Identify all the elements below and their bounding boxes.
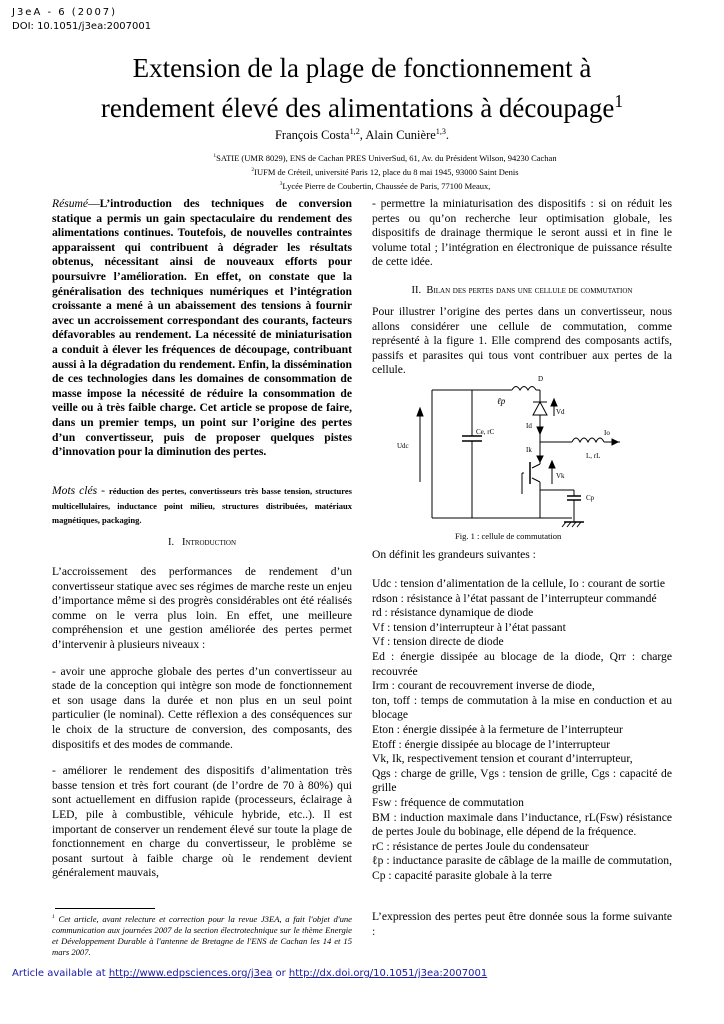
journal-reference: J3eA - 6 (2007) [12, 7, 118, 18]
definition-item: Vk, Ik, respectivement tension et courant d’interrupteur, [372, 752, 633, 766]
label-Ce-rC: Ce, rC [476, 428, 495, 436]
label-Ik: Ik [526, 446, 532, 454]
vd-arrowhead [551, 399, 557, 406]
section-2-title: Bilan des pertes dans une cellule de commutation [426, 285, 633, 296]
footer-middle: or [272, 968, 289, 979]
diode-symbol [533, 402, 547, 415]
losses-intro: L’expression des pertes peut être donnée sous la forme suivante : [372, 910, 672, 938]
affiliation-2-mark: 2 [251, 166, 255, 173]
edpsciences-link[interactable]: http://www.edpsciences.org/j3ea [108, 968, 273, 979]
affiliation-3-text: Lycée Pierre de Coubertin, Chaussée de Paris, 77100 Meaux, [282, 180, 491, 191]
intro-paragraph: - améliorer le rendement des dispositifs d’alimentation très basse tension et très fort courant (de l’ordre de 70 à 80%) qui sont actuellement en diffusion rapide (processeurs, éclairage à LED, pile à combustible, véhicule hybride, etc..). Il est important de conserver un rendement élevé sur toute la plage de fonctionnement en charge du convertisseur, le problème se posant surtout à faible charge où le rendement devient généralement mauvais, [52, 764, 352, 880]
intro-paragraph: L’accroissement des performances de rendement d’un convertisseur statique avec ses régimes de marche reste un enjeu d’importance même si des progrès considérables ont été réalisés comme on le verra plus loin. En effet, une meilleure compréhension et une gestion améliorée des pertes permet d’intervenir à plusieurs niveaux : [52, 565, 352, 651]
section-1-number: I. [167, 537, 175, 548]
definition-item: Eton : énergie dissipée à la fermeture de l’interrupteur [372, 722, 623, 736]
parasitic-inductor-symbol [512, 387, 536, 391]
title-line-2-text: rendement élevé des alimentations à découpage [100, 93, 615, 123]
definition-item: BM : induction maximale dans l’inductance, rL(Fsw) résistance de pertes Joule du bobinage, elle dépend de la fréquence. [372, 810, 672, 839]
section-2-heading [372, 284, 672, 299]
io-arrowhead [612, 439, 618, 445]
title-line-2 [0, 85, 724, 125]
definition-item: Irm : courant de recouvrement inverse de diode, [372, 679, 595, 693]
doi-line: DOI: 10.1051/j3ea:2007001 [12, 21, 152, 32]
footer-prefix: Article available at [12, 968, 109, 979]
section-1-heading [52, 536, 352, 551]
abstract [52, 197, 352, 460]
section-2-paragraph: Pour illustrer l’origine des pertes dans un convertisseur, nous allons considérer une cellule de commutation, comme représenté à la figure 1. Elle comprend des composants actifs, passifs et parasites qui tous vont contribuer aux pertes de la cellule. [372, 305, 672, 377]
affiliation-2-text: IUFM de Créteil, université Paris 12, place du 8 mai 1945, 93000 Saint Denis [254, 166, 519, 177]
label-Udc: Udc [397, 442, 409, 450]
definition-item: rdson : résistance à l’état passant de l’interrupteur commandé [372, 591, 657, 605]
label-D: D [538, 375, 544, 383]
section-1-title: Introduction [181, 537, 237, 548]
affiliation-1-text: SATIE (UMR 8029), ENS de Cachan PRES UniverSud, 61, Av. du Président Wilson, 94230 Cachan [216, 152, 557, 163]
article-availability-line [12, 968, 487, 979]
udc-arrowhead [417, 408, 423, 416]
switch-collector [532, 464, 540, 468]
author-list [0, 127, 724, 143]
keywords-label: Mots clés - [52, 484, 109, 497]
title-footnote-mark: 1 [614, 91, 624, 111]
definition-item: ton, toff : temps de commutation à la mise en conduction et au blocage [372, 693, 672, 722]
footnote [52, 912, 352, 958]
figure-1-schematic [392, 372, 622, 532]
author-1-affil: 1,2 [349, 127, 360, 136]
definitions-intro: On définit les grandeurs suivantes : [372, 548, 536, 561]
affiliation-1-mark: 1 [213, 153, 217, 159]
definition-item: Vf : tension d’interrupteur à l’état passant [372, 620, 566, 634]
definition-item: Qgs : charge de grille, Vgs : tension de grille, Cgs : capacité de grille [372, 766, 672, 795]
vk-arrowhead [549, 461, 555, 468]
paper-title [0, 52, 724, 125]
definition-item: Etoff : énergie dissipée au blocage de l’interrupteur [372, 737, 611, 751]
affiliation-3-mark: 3 [279, 180, 283, 187]
keywords [52, 484, 352, 528]
label-Cp: Cp [586, 494, 595, 502]
affiliation-2 [150, 164, 620, 178]
label-Vk: Vk [556, 472, 565, 480]
author-end: . [445, 128, 450, 143]
id-arrowhead [537, 427, 543, 434]
introduction-body [52, 565, 352, 893]
section-2-number: II. [411, 285, 422, 296]
definition-item: Udc : tension d’alimentation de la cellule, Io : courant de sortie [372, 577, 665, 590]
affiliation-1 [150, 150, 620, 164]
author-2-affil: 1,3 [435, 127, 446, 136]
switch-emitter [532, 478, 540, 482]
definition-item: Ed : énergie dissipée au blocage de la diode, Qrr : charge recouvrée [372, 649, 672, 678]
footnote-rule [55, 908, 155, 909]
definition-item: Fsw : fréquence de commutation [372, 795, 524, 809]
output-inductor-symbol [572, 438, 604, 442]
footnote-mark: 1 [52, 914, 55, 920]
title-line-1: Extension de la plage de fonctionnement à [132, 53, 592, 83]
abstract-label: Résumé [52, 197, 89, 210]
label-Id: Id [526, 422, 532, 430]
label-L-rL: L, rL [586, 452, 601, 460]
definitions-list [372, 577, 672, 883]
intro-paragraph: - avoir une approche globale des pertes d’un convertisseur au stade de la conception qui intègre son mode de fonctionnement et son usage dans la durée et non plus en un seul point particulier (le nominal). Cette réflexion a des conséquences sur le choix de la structure de conversion, des composants, des dispositifs et des modes de commande. [52, 664, 352, 751]
definition-item: ℓp : inductance parasite de câblage de la maille de commutation, Cp : capacité parasite globale à la terre [372, 854, 672, 882]
doi-link[interactable]: http://dx.doi.org/10.1051/j3ea:2007001 [288, 968, 488, 979]
label-lp: ℓp [497, 396, 506, 406]
author-1: François Costa [274, 128, 350, 143]
label-Io: Io [604, 429, 610, 437]
author-separator: , [359, 128, 366, 143]
definition-item: rC : résistance de pertes Joule du condensateur [372, 839, 589, 853]
affiliations [150, 150, 620, 191]
definition-item: rd : résistance dynamique de diode [372, 606, 534, 620]
keywords-text: réduction des pertes, convertisseurs très basse tension, structures multicellulaires, inductance point milieu, structures distribuées, matériaux magnétiques, packaging. [52, 486, 352, 526]
abstract-text: L’introduction des techniques de conversion statique a permis un gain spectaculaire du rendement des alimentations continues. Toutefois, de nouvelles contraintes apparaissent qui contribuent à dégrader les résultats obtenus, nécessitant ainsi de nouveaux efforts pour poursuivre l’amélioration. En effet, on constate que la généralisation des techniques numériques et l’intégration croissante a mené à un abaissement des tensions à fournir avec un accroissement correspondant des courants, facteurs défavorables au rendement. La nécessité de miniaturisation a conduit à élever les fréquences de découpage, contribuant aussi à la dégradation du rendement. Enfin, la dissémination de ces technologies dans les domaines de consommation de masse impose la nécessité de réduire la consommation de veille ou à très faible charge. Cet article se propose de faire, dans un premier temps, un point sur l’origine des pertes d’un convertisseur, puis de proposer quelques pistes d’innovation pour la diminution des pertes. [52, 197, 352, 459]
right-intro-paragraph: - permettre la miniaturisation des dispositifs : si on réduit les pertes ou qu’on recherche leur optimisation globale, les dispositifs de drainage thermique le seront aussi et in fine le volume total ; l’intégration en électronique de puissance résulte de cette idée. [372, 197, 672, 269]
ik-arrowhead [537, 456, 543, 462]
author-2: Alain Cunière [365, 128, 436, 143]
definition-item: Vf : tension directe de diode [372, 635, 504, 649]
label-Vd: Vd [556, 408, 565, 416]
figure-1-caption: Fig. 1 : cellule de commutation [455, 531, 562, 541]
affiliation-3 [150, 178, 620, 192]
abstract-dash: — [88, 197, 100, 210]
footnote-text: Cet article, avant relecture et correction pour la revue J3EA, a fait l'objet d'une communication aux journées 2007 de la section électrotechnique sur le thème Energie et Développement Durable à l'antenne de Bretagne de l'ENS de Cachan les 14 et 15 mars 2007. [52, 913, 352, 957]
